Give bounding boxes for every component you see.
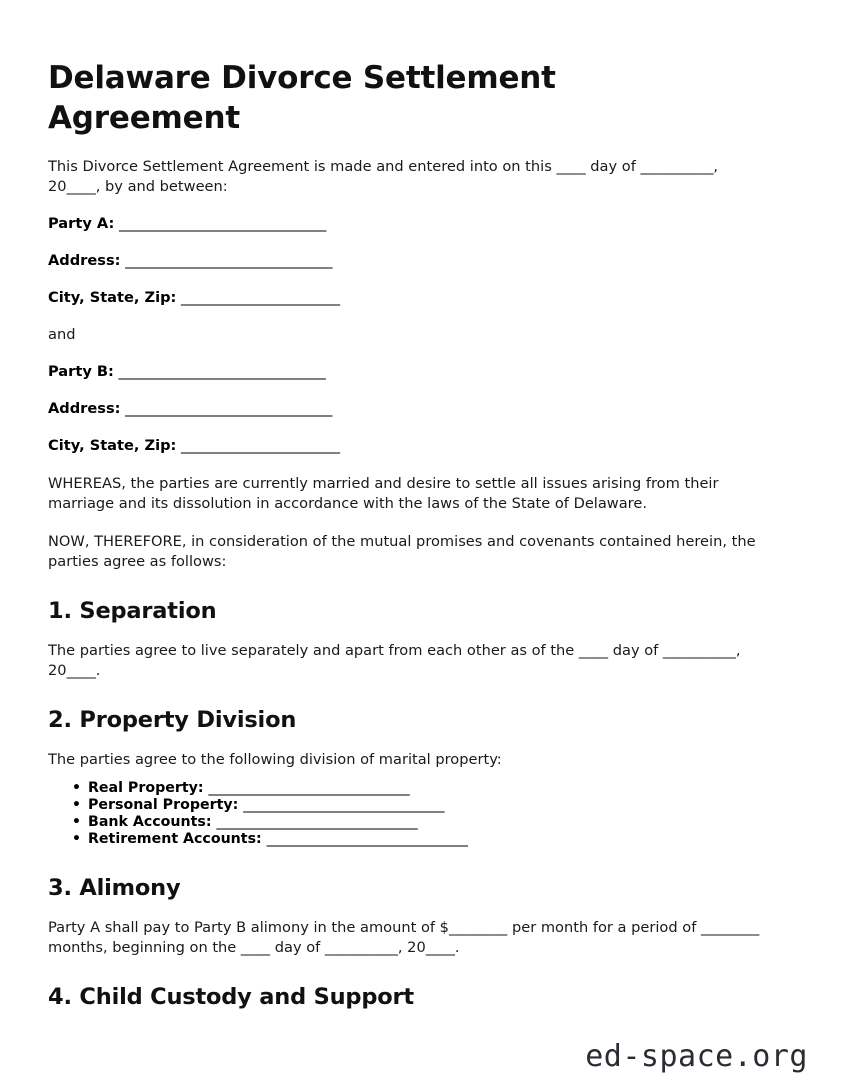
section-body-alimony: Party A shall pay to Party B alimony in the amount of $________ per month for a period of ________ months, beginning on the ____ day of __________, 20____. [48,919,760,956]
document-content [48,0,766,1011]
list-item [88,831,766,848]
party-b-name-blank[interactable]: ______________________________ [118,363,326,380]
intro-paragraph: This Divorce Settlement Agreement is made and entered into on this ____ day of __________, 20____, by and between: [48,158,719,195]
section-heading-child-custody-and-support: 4. Child Custody and Support [48,984,414,1011]
page-title: Delaware Divorce Settlement Agreement [48,60,556,136]
section-heading-property-division: 2. Property Division [48,707,297,733]
now-therefore-paragraph: NOW, THEREFORE, in consideration of the mutual promises and covenants contained herein, the parties agree as follows: [48,533,756,570]
party-a-name-label: Party A: [48,215,115,232]
retirement-accounts-label: Retirement Accounts: [88,831,262,848]
party-b-address-row [48,381,766,418]
real-property-label: Real Property: [88,779,204,796]
party-b-city-label: City, State, Zip: [48,437,177,454]
whereas-paragraph: WHEREAS, the parties are currently married and desire to settle all issues arising from their marriage and its dissolution in accordance with the laws of the State of Delaware. [48,475,719,512]
list-item [88,797,766,814]
real-property-blank[interactable]: ______________________________ [208,779,410,796]
party-a-name-row [48,196,766,233]
section-heading-separation: 1. Separation [48,598,217,624]
section-body-separation: The parties agree to live separately and apart from each other as of the ____ day of __________, 20____. [48,642,741,679]
conjunction-and: and [48,326,76,343]
party-a-city-row [48,270,766,307]
party-a-address-row [48,233,766,270]
personal-property-label: Personal Property: [88,796,239,813]
party-a-address-blank[interactable]: ______________________________ [125,252,333,269]
list-item [88,780,766,797]
party-b-name-label: Party B: [48,363,114,380]
site-watermark: ed-space.org [585,1039,808,1074]
party-a-city-blank[interactable]: _______________________ [181,289,340,306]
section-heading-alimony: 3. Alimony [48,875,181,902]
party-b-city-row [48,418,766,455]
party-b-name-row [48,344,766,381]
party-a-city-label: City, State, Zip: [48,289,177,306]
bank-accounts-label: Bank Accounts: [88,813,212,830]
party-b-address-blank[interactable]: ______________________________ [125,400,333,417]
section-body-property-division: The parties agree to the following division of marital property: [48,751,502,768]
party-a-name-blank[interactable]: ______________________________ [118,215,326,232]
list-item [88,814,766,831]
retirement-accounts-blank[interactable]: ______________________________ [266,831,468,848]
bank-accounts-blank[interactable]: ______________________________ [216,813,418,830]
party-a-address-label: Address: [48,252,121,269]
party-b-address-label: Address: [48,400,121,417]
party-b-city-blank[interactable]: _______________________ [181,437,340,454]
personal-property-blank[interactable]: ______________________________ [243,796,445,813]
property-division-list [48,770,766,849]
